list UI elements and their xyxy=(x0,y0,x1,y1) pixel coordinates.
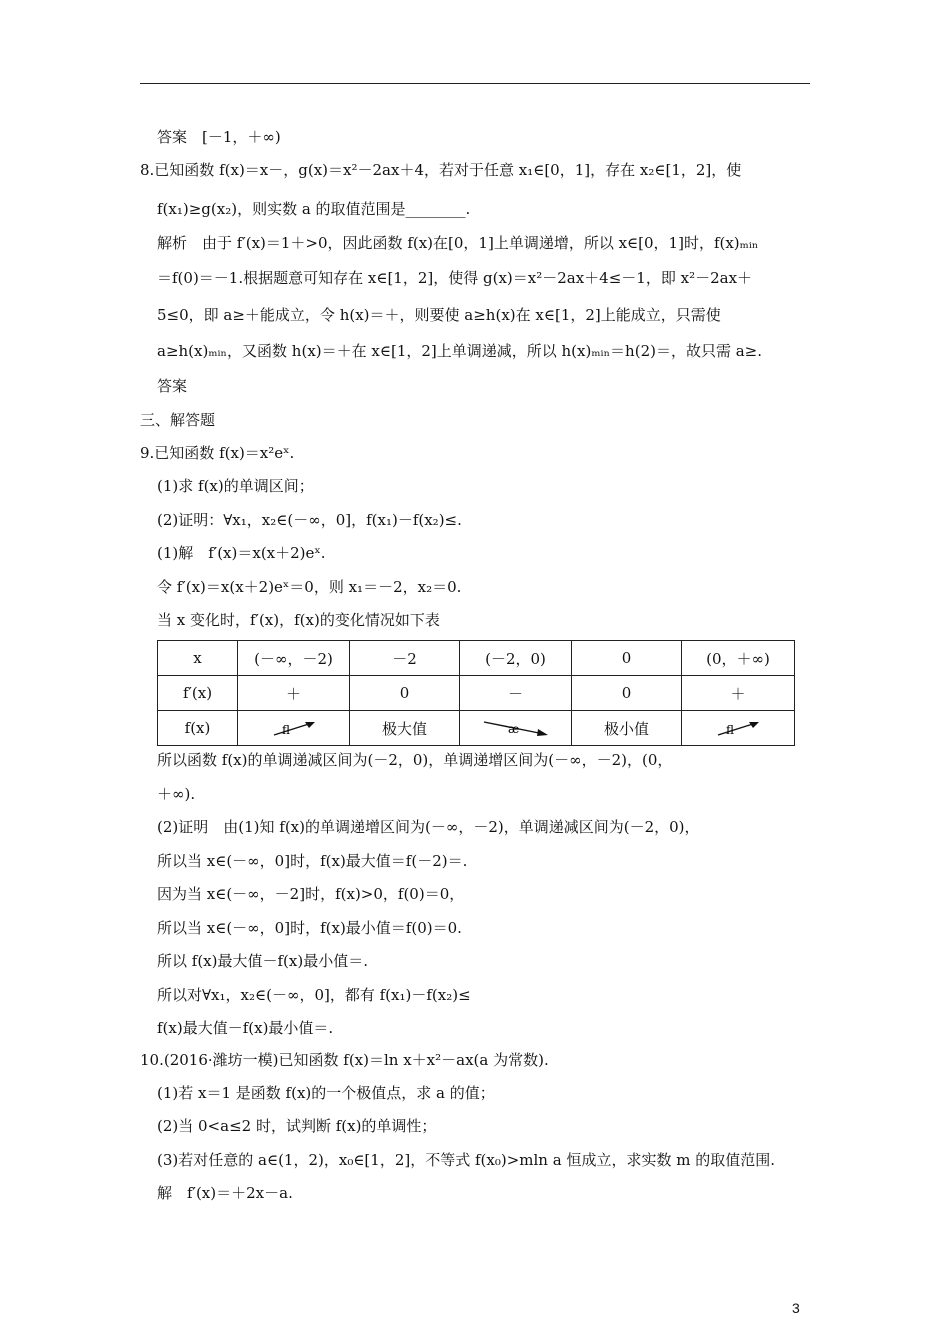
table-cell xyxy=(238,711,350,746)
arrow-label: fl xyxy=(281,723,290,737)
analysis-8-line4: a≥h(x)ₘᵢₙ，又函数 h(x)＝＋在 x∈[1，2]上单调递减，所以 h(x)ₘᵢₙ＝h(2)＝，故只需 a≥. xyxy=(157,342,763,360)
variation-table xyxy=(157,640,795,746)
increasing-arrow-icon xyxy=(268,717,320,739)
solution-9-line1: (1)解 f′(x)＝x(x＋2)eˣ. xyxy=(157,544,326,562)
table-cell: x xyxy=(158,641,238,676)
table-row xyxy=(158,711,795,746)
arrow-label: æ xyxy=(507,722,519,736)
problem-10-part3: (3)若对任意的 a∈(1，2)，x₀∈[1，2]，不等式 f(x₀)>mln a 恒成立，求实数 m 的取值范围. xyxy=(157,1151,775,1169)
table-cell: 极小值 xyxy=(572,711,682,746)
table-cell: (－∞，－2) xyxy=(238,641,350,676)
table-cell: f(x) xyxy=(158,711,238,746)
problem-10-part2: (2)当 0<a≤2 时，试判断 f(x)的单调性； xyxy=(157,1117,437,1135)
table-cell xyxy=(460,711,572,746)
table-cell: ＋ xyxy=(238,676,350,711)
table-cell: (0，＋∞) xyxy=(682,641,795,676)
table-row xyxy=(158,641,795,676)
arrow-label: fl xyxy=(726,723,735,737)
answer-8: 答案 xyxy=(157,377,188,395)
increasing-arrow-icon xyxy=(712,717,764,739)
solution-9-line3: 当 x 变化时，f′(x)，f(x)的变化情况如下表 xyxy=(157,611,440,629)
table-cell: (－2，0) xyxy=(460,641,572,676)
analysis-8-line1: 解析 由于 f′(x)＝1＋>0，因此函数 f(x)在[0，1]上单调递增，所以 x∈[0，1]时，f(x)ₘᵢₙ xyxy=(157,234,759,252)
problem-9-part1: (1)求 f(x)的单调区间； xyxy=(157,477,314,495)
proof-9-line6: 所以对∀x₁，x₂∈(－∞，0]，都有 f(x₁)－f(x₂)≤ xyxy=(157,986,471,1004)
table-cell: － xyxy=(460,676,572,711)
table-cell: ＋ xyxy=(682,676,795,711)
analysis-8-line2: ＝f(0)＝－1.根据题意可知存在 x∈[1，2]，使得 g(x)＝x²－2ax＋4≤－1，即 x²－2ax＋ xyxy=(157,269,753,287)
table-cell: 0 xyxy=(350,676,460,711)
proof-9-line3: 因为当 x∈(－∞，－2]时，f(x)>0，f(0)＝0， xyxy=(157,885,465,903)
problem-9-part2: (2)证明：∀x₁，x₂∈(－∞，0]，f(x₁)－f(x₂)≤. xyxy=(157,511,462,529)
solution-9-line2: 令 f′(x)＝x(x＋2)eˣ＝0，则 x₁＝－2，x₂＝0. xyxy=(157,578,462,596)
solution-10-line1: 解 f′(x)＝＋2x－a. xyxy=(157,1184,293,1202)
table-row xyxy=(158,676,795,711)
proof-9-line1: (2)证明 由(1)知 f(x)的单调递增区间为(－∞，－2)，单调递减区间为(－2，0)， xyxy=(157,818,700,836)
table-cell: 0 xyxy=(572,676,682,711)
header-rule xyxy=(140,83,810,84)
problem-8-line2: f(x₁)≥g(x₂)，则实数 a 的取值范围是________. xyxy=(157,200,471,218)
table-cell: 极大值 xyxy=(350,711,460,746)
analysis-8-line3: 5≤0，即 a≥＋能成立，令 h(x)＝＋，则要使 a≥h(x)在 x∈[1，2]上能成立，只需使 xyxy=(157,306,721,324)
proof-9-line5: 所以 f(x)最大值－f(x)最小值＝. xyxy=(157,952,368,970)
table-cell: f′(x) xyxy=(158,676,238,711)
solution-9-line5: ＋∞). xyxy=(157,785,196,803)
table-cell xyxy=(682,711,795,746)
answer-7: 答案 [－1，＋∞) xyxy=(157,128,281,146)
decreasing-arrow-icon xyxy=(480,717,552,739)
section-heading: 三、解答题 xyxy=(140,411,216,429)
problem-10-part1: (1)若 x＝1 是函数 f(x)的一个极值点，求 a 的值； xyxy=(157,1084,495,1102)
proof-9-line2: 所以当 x∈(－∞，0]时，f(x)最大值＝f(－2)＝. xyxy=(157,852,468,870)
proof-9-line7: f(x)最大值－f(x)最小值＝. xyxy=(157,1019,334,1037)
table-cell: －2 xyxy=(350,641,460,676)
proof-9-line4: 所以当 x∈(－∞，0]时，f(x)最小值＝f(0)＝0. xyxy=(157,919,462,937)
solution-9-line4: 所以函数 f(x)的单调递减区间为(－2，0)，单调递增区间为(－∞，－2)，(0， xyxy=(157,751,673,769)
table-cell: 0 xyxy=(572,641,682,676)
problem-10: 10.(2016·潍坊一模)已知函数 f(x)＝ln x＋x²－ax(a 为常数). xyxy=(140,1051,549,1069)
page-number: 3 xyxy=(792,1300,800,1316)
problem-9: 9.已知函数 f(x)＝x²eˣ. xyxy=(140,444,295,462)
problem-8-line1: 8.已知函数 f(x)＝x－，g(x)＝x²－2ax＋4，若对于任意 x₁∈[0，1]，存在 x₂∈[1，2]，使 xyxy=(140,161,742,179)
